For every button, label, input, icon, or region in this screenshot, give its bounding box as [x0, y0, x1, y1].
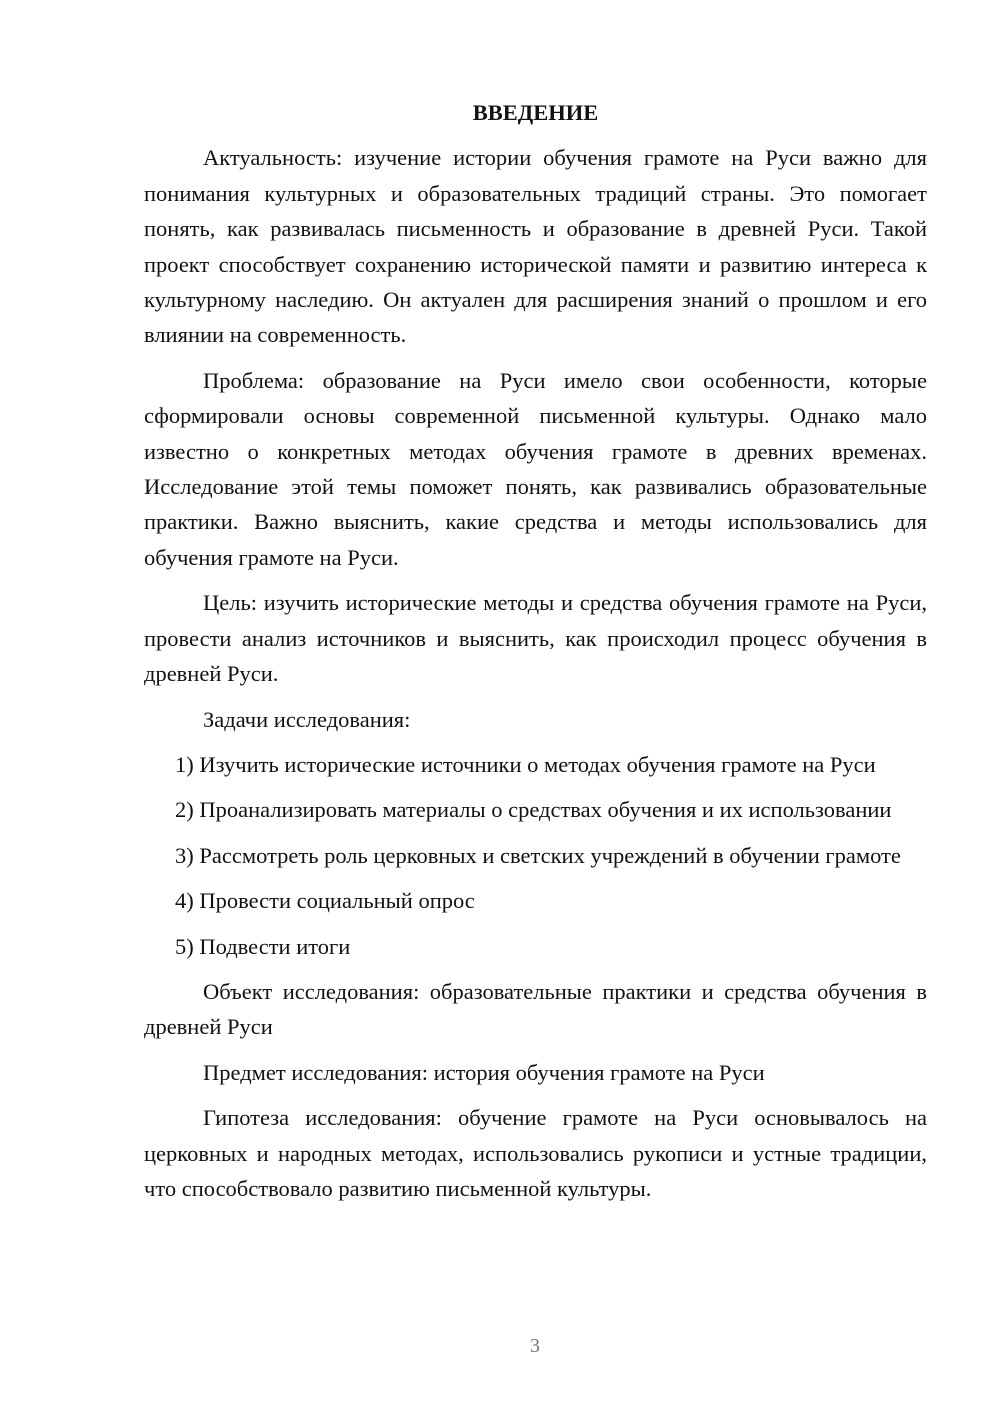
task-item-3: 3) Рассмотреть роль церковных и светских учреждений в обучении грамоте	[175, 842, 901, 868]
task-item-2: 2) Проанализировать материалы о средствах обучения и их использовании	[175, 797, 892, 823]
relevance-paragraph: Актуальность: изучение истории обучения грамоте на Руси важно для понимания культурных и образовательных традиций страны. Это помогает понять, как развивалась письменность и образование в древней Руси. Такой проект способствует сохранению исторической памяти и развитию интереса к культурному наследию. Он актуален для расширения знаний о прошлом и его влиянии на современность.	[144, 145, 927, 348]
page-content	[144, 95, 927, 1216]
task-item-4: 4) Провести социальный опрос	[175, 888, 475, 914]
object-paragraph: Объект исследования: образовательные практики и средства обучения в древней Руси	[144, 978, 927, 1040]
goal-paragraph: Цель: изучить исторические методы и средства обучения грамоте на Руси, провести анализ источников и выяснить, как происходил процесс обучения в древней Руси.	[144, 590, 927, 687]
page-title: ВВЕДЕНИЕ	[472, 100, 599, 125]
hypothesis-paragraph: Гипотеза исследования: обучение грамоте на Руси основывалось на церковных и народных методах, использовались рукописи и устные традиции, что способствовало развитию письменной культуры.	[144, 1105, 927, 1201]
problem-paragraph: Проблема: образование на Руси имело свои особенности, которые сформировали основы современной письменной культуры. Однако мало известно о конкретных методах обучения грамоте в древних временах. Исследование этой темы поможет понять, как развивались образовательные практики. Важно выяснить, какие средства и методы использовались для обучения грамоте на Руси.	[144, 367, 927, 570]
subject-paragraph: Предмет исследования: история обучения грамоте на Руси	[203, 1059, 765, 1085]
task-item-1: 1) Изучить исторические источники о методах обучения грамоте на Руси	[175, 751, 876, 777]
tasks-heading: Задачи исследования:	[203, 706, 411, 732]
task-item-5: 5) Подвести итоги	[175, 933, 351, 959]
page-number: 3	[530, 1335, 540, 1357]
